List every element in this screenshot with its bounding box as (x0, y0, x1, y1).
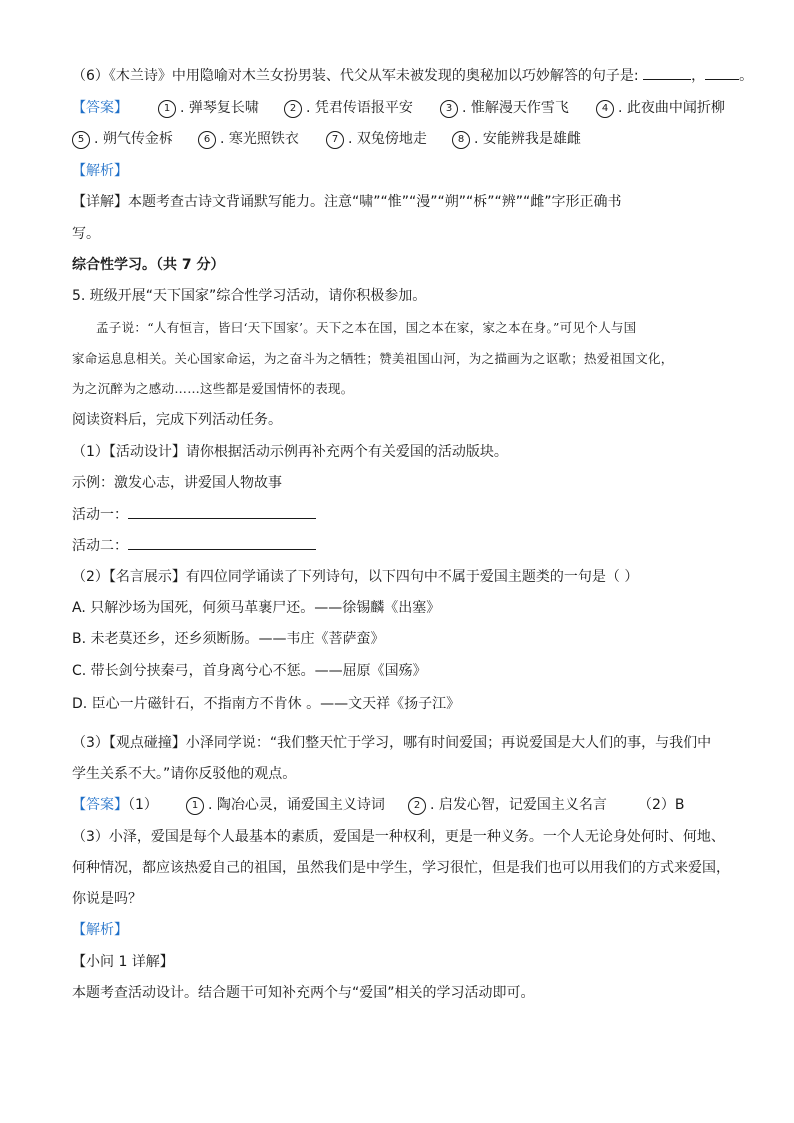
analysis-2-text: 本题考查活动设计。结合题干可知补充两个与“爱国”相关的学习活动即可。 (72, 985, 535, 1001)
quote-line-1: 孟子说：“人有恒言，皆曰‘天下国家’。天下之本在国，国之本在家，家之本在身。”可见个人与国 (96, 320, 637, 335)
question-6-end: 。 (739, 68, 754, 84)
answer-2-part-3-line-2: 何种情况，都应该热爱自己的祖国，虽然我们是中学生，学习很忙，但是我们也可以用我们的方式来爱国， (72, 860, 730, 876)
answer-blank-1 (643, 66, 691, 80)
activity-1: 活动一： (72, 505, 316, 525)
answer-2-part-3-line-1: （3）小泽，爱国是每个人最基本的素质，爱国是一种权利，更是一种义务。一个人无论身处何时、何地、 (72, 829, 725, 845)
question-6 (72, 66, 753, 86)
circled-number: 7 (326, 131, 344, 149)
quote-line-3: 为之沉醉为之感动……这些都是爱国情怀的表现。 (72, 381, 354, 396)
analysis-2-label: 【解析】 (72, 922, 128, 938)
circled-number: 2 (284, 100, 302, 118)
answer-item: 2 . 凭君传语报平安 (284, 98, 413, 118)
answer-2-part-2: （2）B (638, 797, 685, 813)
circled-number: 8 (452, 131, 470, 149)
detail-label: 【详解】 (72, 194, 128, 210)
answer-2-row (72, 795, 752, 815)
detail-line-2: 写。 (72, 226, 100, 242)
question-6-stem: （6）《木兰诗》中用隐喻对木兰女扮男装、代父从军未被发现的奥秘加以巧妙解答的句子是: (72, 68, 644, 84)
question-5-stem: 5. 班级开展“天下国家”综合性学习活动，请你积极参加。 (72, 288, 427, 304)
example: 示例：激发心志，讲爱国人物故事 (72, 475, 282, 491)
circled-number: 3 (440, 100, 458, 118)
answer-label: 【答案】 (72, 100, 128, 116)
detail-line-1: 【详解】本题考查古诗文背诵默写能力。注意“啸”“惟”“漫”“朔”“柝”“辨”“雌”字形正确书 (72, 194, 622, 210)
blank-separator: ， (691, 68, 706, 84)
sub-question-1-detail-label: 【小问 1 详解】 (72, 954, 174, 970)
quote-line-2: 家命运息息相关。关心国家命运，为之奋斗为之牺牲；赞美祖国山河，为之描画为之讴歌；热爱祖国文化， (72, 351, 674, 366)
sub-question-1: （1）【活动设计】请你根据活动示例再补充两个有关爱国的活动版块。 (72, 444, 508, 460)
sub-question-3-line-1: （3）【观点碰撞】小泽同学说：“我们整天忙于学习，哪有时间爱国；再说爱国是大人们的事，与我们中 (72, 735, 712, 751)
answer-item: 6 . 寒光照铁衣 (198, 129, 299, 149)
circled-number: 1 (186, 797, 204, 815)
answer-blank-2 (705, 66, 739, 80)
answer-2-part-3-line-3: 你说是吗？ (72, 891, 142, 907)
activity-1-blank (128, 505, 316, 519)
sub-question-2: （2）【名言展示】有四位同学诵读了下列诗句，以下四句中不属于爱国主题类的一句是（ ） (72, 569, 639, 585)
circled-number: 1 (158, 100, 176, 118)
answer-item: 3 . 惟解漫天作雪飞 (440, 98, 569, 118)
circled-number: 6 (198, 131, 216, 149)
answer-item: 5 . 朔气传金柝 (72, 129, 173, 149)
section-title: 综合性学习。（共 7 分） (72, 257, 225, 273)
answer-item: 1 . 弹琴复长啸 (158, 98, 259, 118)
answer-2-item-1: 1 . 陶冶心灵，诵爱国主义诗词 (186, 795, 385, 815)
circled-number: 5 (72, 131, 90, 149)
option-b: B. 未老莫还乡，还乡须断肠。——韦庄《菩萨蛮》 (72, 631, 385, 647)
answer-item: 7 . 双兔傍地走 (326, 129, 427, 149)
answer-1-row-2 (72, 129, 752, 149)
answer-2-prefix: 【答案】（1） (72, 797, 158, 813)
activity-2-blank (128, 536, 316, 550)
option-d: D. 臣心一片磁针石，不指南方不肯休 。——文天祥《扬子江》 (72, 696, 461, 712)
answer-item: 8 . 安能辨我是雄雌 (452, 129, 581, 149)
circled-number: 4 (596, 100, 614, 118)
answer-item: 4 . 此夜曲中闻折柳 (596, 98, 725, 118)
circled-number: 2 (408, 797, 426, 815)
activity-2: 活动二： (72, 536, 316, 556)
sub-question-3-line-2: 学生关系不大。”请你反驳他的观点。 (72, 766, 297, 782)
instruction: 阅读资料后，完成下列活动任务。 (72, 412, 282, 428)
answer-1-row-1 (72, 98, 752, 118)
option-c: C. 带长剑兮挟秦弓，首身离兮心不惩。——屈原《国殇》 (72, 663, 427, 679)
analysis-label: 【解析】 (72, 163, 128, 179)
answer-2-item-2: 2 . 启发心智，记爱国主义名言 (408, 795, 607, 815)
option-a: A. 只解沙场为国死，何须马革裹尸还。——徐锡麟《出塞》 (72, 600, 441, 616)
